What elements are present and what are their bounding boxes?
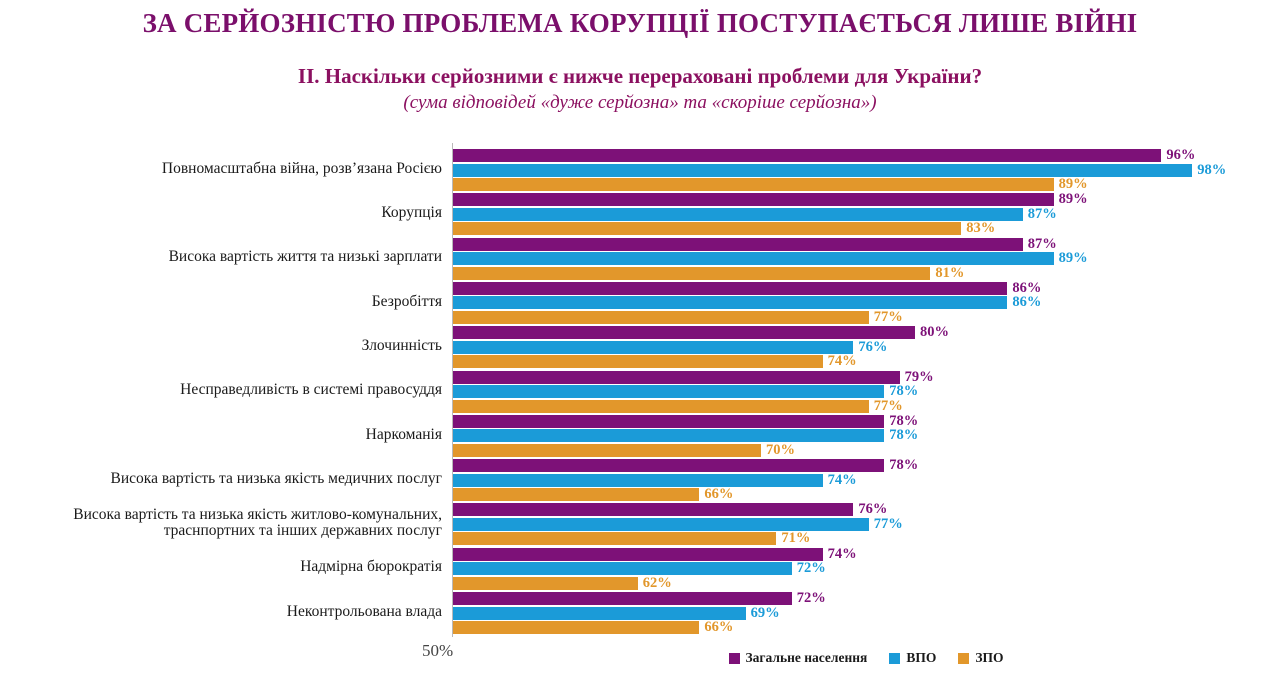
bar-value-label: 70% — [766, 441, 795, 458]
bar — [453, 282, 1007, 295]
bar-value-label: 72% — [796, 590, 826, 606]
bar — [453, 592, 792, 605]
bar-value-label: 83% — [966, 220, 996, 237]
bar — [453, 459, 884, 472]
bar-value-label: 81% — [935, 264, 965, 281]
bar-value-label: 79% — [904, 368, 934, 385]
bar — [453, 621, 699, 634]
bar-value-label: 77% — [873, 308, 903, 325]
legend-item — [729, 650, 868, 666]
bar — [453, 607, 746, 620]
bar-value-label: 89% — [1058, 176, 1088, 192]
legend-item — [958, 650, 1003, 666]
bar — [453, 474, 823, 487]
bar — [453, 222, 961, 235]
category-label: Висока вартість та низька якість житлово-комунальних, траснпортних та інших державних послуг — [73, 506, 442, 540]
bar-value-label: 86% — [1012, 294, 1042, 311]
chart-question-block — [0, 62, 1280, 116]
category-label: Безробіття — [371, 292, 442, 310]
bar — [453, 193, 1054, 206]
bar — [453, 385, 884, 398]
category-label: Несправедливість в системі правосуддя — [180, 381, 442, 399]
bar — [453, 488, 699, 501]
bar-value-label: 89% — [1058, 191, 1088, 208]
bar — [453, 252, 1054, 265]
bar — [453, 267, 930, 280]
category-axis — [0, 143, 452, 643]
bar-value-label: 80% — [920, 324, 949, 341]
bar — [453, 562, 792, 575]
bar-value-label: 76% — [858, 501, 888, 518]
bar-value-label: 66% — [704, 619, 734, 635]
bar-value-label: 62% — [642, 574, 672, 591]
bar — [453, 238, 1023, 251]
bar-value-label: 72% — [796, 560, 826, 577]
chart-question-note: (сума відповідей «дуже серйозна» та «скоріше серйозна») — [403, 92, 877, 113]
bar-value-label: 74% — [827, 353, 857, 370]
bar — [453, 326, 915, 339]
bar — [453, 341, 853, 354]
bar-value-label: 69% — [750, 604, 780, 621]
bar — [453, 400, 869, 413]
bar-value-label: 87% — [1027, 205, 1057, 222]
bar-value-label: 98% — [1197, 161, 1227, 178]
bar-value-label: 89% — [1058, 250, 1088, 267]
category-label: Злочинність — [361, 336, 442, 354]
legend-label: ЗПО — [975, 650, 1004, 665]
legend-label: Загальне населення — [745, 650, 868, 665]
category-label: Висока вартість життя та низькі зарплати — [168, 248, 442, 266]
category-label: Повномасштабна війна, розв’язана Росією — [161, 159, 442, 177]
bar-value-label: 78% — [889, 383, 919, 399]
bar — [453, 149, 1161, 162]
bar-value-label: 86% — [1012, 279, 1042, 296]
bar-value-label: 74% — [827, 545, 857, 562]
bar-value-label: 87% — [1027, 235, 1057, 252]
bar-value-label: 78% — [889, 412, 919, 429]
legend-item — [889, 650, 936, 666]
legend-swatch — [729, 653, 740, 664]
bar — [453, 371, 900, 384]
category-label: Надмірна бюрократія — [300, 558, 442, 576]
bar — [453, 532, 776, 545]
bar — [453, 429, 884, 442]
bar — [453, 444, 761, 457]
bar — [453, 415, 884, 428]
bar-value-label: 74% — [827, 471, 857, 488]
category-label: Неконтрольована влада — [286, 602, 442, 620]
bar-value-label: 77% — [873, 515, 903, 532]
legend-swatch — [889, 653, 900, 664]
bar-value-label: 71% — [781, 530, 811, 547]
bar — [453, 178, 1054, 191]
bar-value-label: 76% — [858, 338, 888, 355]
chart-question: II. Наскільки серйозними є нижче перераховані проблеми для України? — [297, 64, 983, 88]
bar — [453, 548, 823, 561]
legend-label: ВПО — [906, 650, 937, 665]
chart-legend — [452, 650, 1280, 666]
category-label: Корупція — [381, 204, 442, 222]
category-label: Висока вартість та низька якість медичних послуг — [110, 469, 442, 487]
bar — [453, 355, 823, 368]
axis-tick-label: 50% — [422, 641, 454, 660]
bar-value-label: 66% — [704, 486, 734, 503]
bar — [453, 577, 638, 590]
category-label: Наркоманія — [365, 425, 442, 443]
bar — [453, 208, 1023, 221]
bar-value-label: 96% — [1166, 147, 1196, 163]
bar — [453, 503, 853, 516]
page-title: ЗА СЕРЙОЗНІСТЮ ПРОБЛЕМА КОРУПЦІЇ ПОСТУПАЄТЬСЯ ЛИШЕ ВІЙНІ — [142, 8, 1138, 38]
bar-value-label: 78% — [889, 427, 919, 444]
bar — [453, 518, 869, 531]
bar — [453, 311, 869, 324]
bar — [453, 296, 1007, 309]
bar-value-label: 78% — [889, 457, 919, 474]
bar — [453, 164, 1192, 177]
bar-value-label: 77% — [873, 397, 903, 414]
legend-swatch — [958, 653, 969, 664]
